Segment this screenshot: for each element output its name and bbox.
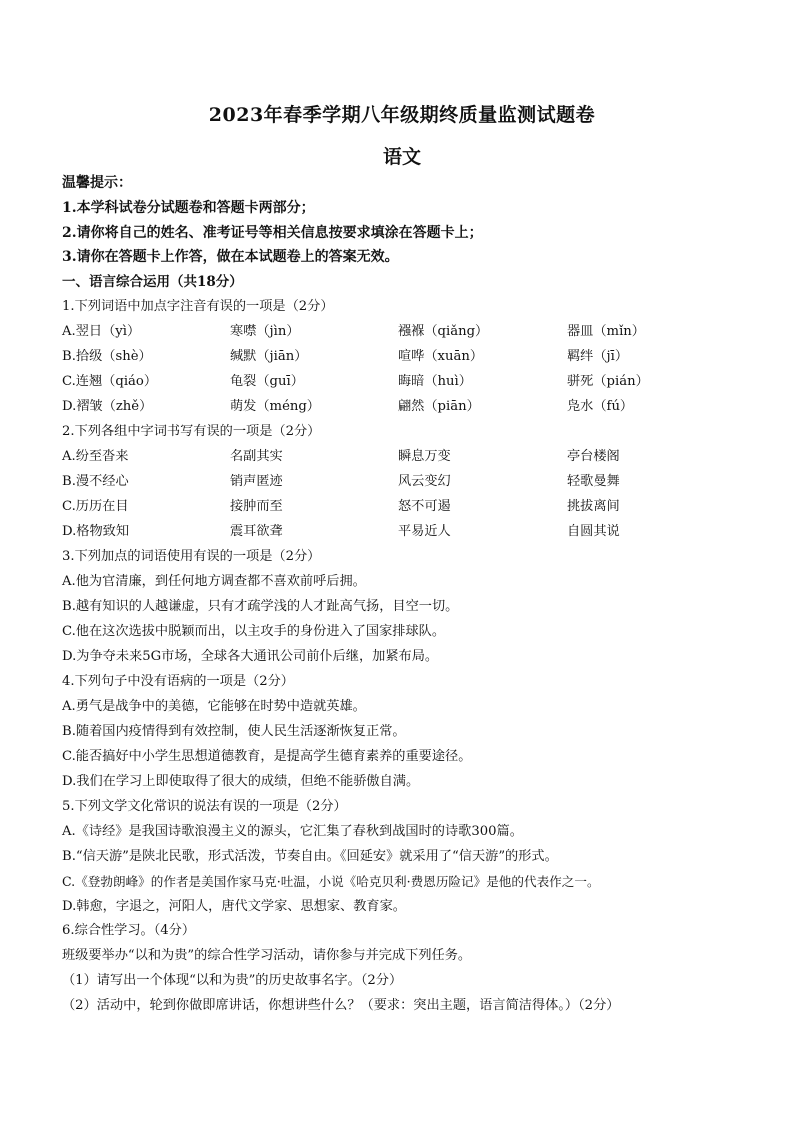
tip-item: 2.请你将自己的姓名、准考证号等相关信息按要求填涂在答题卡上； xyxy=(62,225,483,241)
q5-option: D.韩愈，字退之，河阳人，唐代文学家、思想家、教育家。 xyxy=(62,899,406,914)
q2-option: 接肿而至 xyxy=(230,499,283,514)
q3-option: B.越有知识的人越谦虚，只有才疏学浅的人才趾高气扬，目空一切。 xyxy=(62,599,459,614)
q1-option: C.连翘（qiáo） xyxy=(62,374,158,389)
q1-option: 骈死（pián） xyxy=(567,374,649,389)
q5-option: B.“信天游”是陕北民歌，形式活泼，节奏自由。《回延安》就采用了“信天游”的形式。 xyxy=(62,849,558,864)
question-stem-1: 1.下列词语中加点字注音有误的一项是（2分） xyxy=(62,299,334,314)
tips-heading: 温馨提示： xyxy=(62,175,132,191)
q2-option: 震耳欲聋 xyxy=(230,524,283,539)
q2-option: D.格物致知 xyxy=(62,524,130,539)
q3-option: D.为争夺未来5G市场，全球各大通讯公司前仆后继，加紧布局。 xyxy=(62,649,439,664)
question-stem-6: 6.综合性学习。（4分） xyxy=(62,923,196,938)
q3-option: A.他为官清廉，到任何地方调查都不喜欢前呼后拥。 xyxy=(62,574,366,589)
q1-option: 晦暗（huì） xyxy=(398,374,472,389)
tip-item: 3.请你在答题卡上作答，做在本试题卷上的答案无效。 xyxy=(62,249,399,265)
q1-option: 喧哗（xuān） xyxy=(398,349,484,364)
q6-task: （1）请写出一个体现“以和为贵”的历史故事名字。（2分） xyxy=(62,973,403,988)
q1-option: 龟裂（guī） xyxy=(230,374,304,389)
q5-option: A.《诗经》是我国诗歌浪漫主义的源头，它汇集了春秋到战国时的诗歌300篇。 xyxy=(62,824,523,839)
q6-task: （2）活动中，轮到你做即席讲话，你想讲些什么？（要求：突出主题，语言简洁得体。）（2分） xyxy=(62,998,620,1013)
q2-option: 轻歌曼舞 xyxy=(567,474,620,489)
q5-option: C.《登勃朗峰》的作者是美国作家马克·吐温，小说《哈克贝利·费恩历险记》是他的代表作之一。 xyxy=(62,874,600,889)
q2-option: B.漫不经心 xyxy=(62,474,129,489)
q4-option: C.能否搞好中小学生思想道德教育，是提高学生德育素养的重要途径。 xyxy=(62,749,472,764)
section-heading: 一、语言综合运用（共18分） xyxy=(62,274,243,290)
q6-intro: 班级要举办“以和为贵”的综合性学习活动，请你参与并完成下列任务。 xyxy=(62,948,472,963)
q1-option: 器皿（mǐn） xyxy=(567,324,645,339)
q2-option: 挑拔离间 xyxy=(567,499,620,514)
q2-option: 瞬息万变 xyxy=(398,449,451,464)
q1-option: D.褶皱（zhě） xyxy=(62,399,153,414)
question-stem-5: 5.下列文学文化常识的说法有误的一项是（2分） xyxy=(62,799,347,814)
tip-item: 1.本学科试卷分试题卷和答题卡两部分； xyxy=(62,200,315,216)
q4-option: B.随着国内疫情得到有效控制，使人民生活逐渐恢复正常。 xyxy=(62,724,406,739)
q4-option: D.我们在学习上即使取得了很大的成绩，但绝不能骄傲自满。 xyxy=(62,774,420,789)
q1-option: A.翌日（yì） xyxy=(62,324,141,339)
q1-option: 翩然（piān） xyxy=(398,399,480,414)
q2-option: 风云变幻 xyxy=(398,474,451,489)
subject-title: 语文 xyxy=(382,146,421,168)
q2-option: C.历历在目 xyxy=(62,499,129,514)
q1-option: 羁绊（jī） xyxy=(567,349,629,364)
q2-option: 怒不可遏 xyxy=(398,499,451,514)
q1-option: 凫水（fú） xyxy=(567,399,634,414)
question-stem-4: 4.下列句子中没有语病的一项是（2分） xyxy=(62,674,294,689)
q1-option: 缄默（jiān） xyxy=(230,349,308,364)
q3-option: C.他在这次选拔中脱颖而出，以主攻手的身份进入了国家排球队。 xyxy=(62,624,446,639)
q4-option: A.勇气是战争中的美德，它能够在时势中造就英雄。 xyxy=(62,699,366,714)
q1-option: B.拾级（shè） xyxy=(62,349,152,364)
q2-option: 平易近人 xyxy=(398,524,451,539)
q1-option: 襁褓（qiǎng） xyxy=(398,324,489,339)
q2-option: 亭台楼阁 xyxy=(567,449,620,464)
q2-option: 销声匿迹 xyxy=(230,474,283,489)
question-stem-2: 2.下列各组中字词书写有误的一项是（2分） xyxy=(62,424,321,439)
q2-option: 名副其实 xyxy=(230,449,283,464)
q2-option: A.纷至沓来 xyxy=(62,449,129,464)
q1-option: 萌发（méng） xyxy=(230,399,320,414)
question-stem-3: 3.下列加点的词语使用有误的一项是（2分） xyxy=(62,549,321,564)
q2-option: 自圆其说 xyxy=(567,524,620,539)
q1-option: 寒噤（jìn） xyxy=(230,324,300,339)
exam-title: 2023年春季学期八年级期终质量监测试题卷 xyxy=(208,104,596,126)
